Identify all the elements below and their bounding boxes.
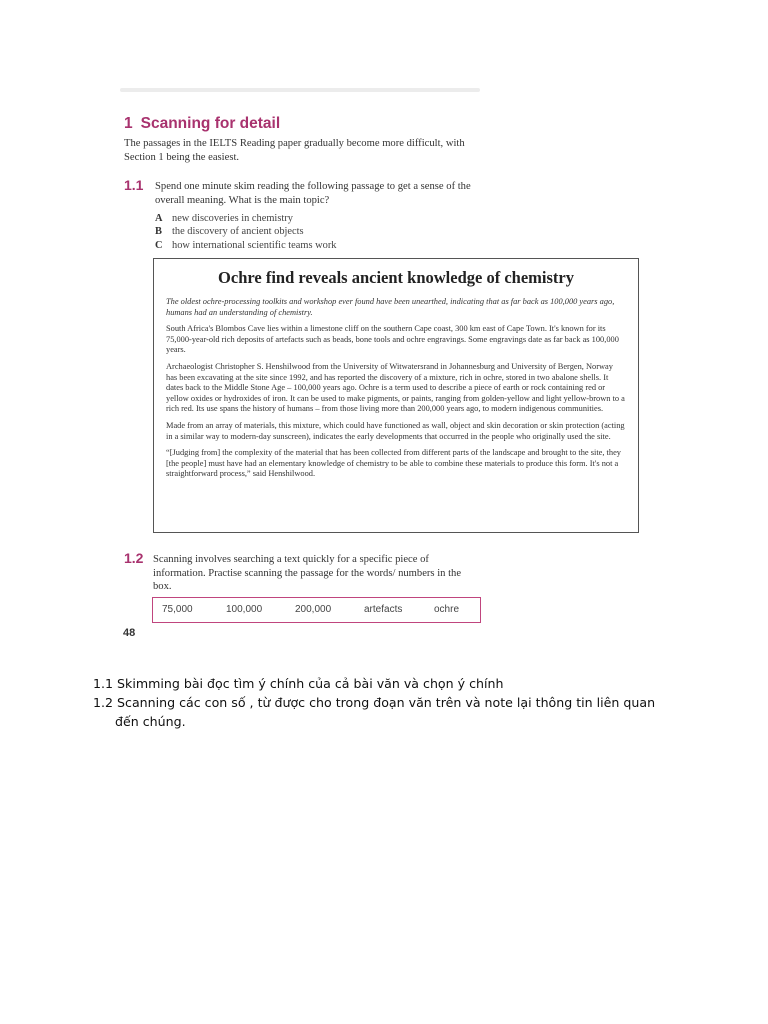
faint-header-line — [120, 88, 480, 92]
exercise-1-1-number: 1.1 — [124, 177, 144, 193]
option-letter: B — [155, 226, 162, 238]
option-text: new discoveries in chemistry — [172, 213, 293, 224]
answer-options — [155, 212, 336, 252]
word-item: ochre — [434, 604, 460, 615]
section-heading — [124, 115, 280, 133]
note-item — [93, 674, 673, 693]
word-item: 75,000 — [162, 604, 193, 615]
note-item — [93, 693, 673, 731]
exercise-1-2-instruction: Scanning involves searching a text quickly for a specific piece of information. Practise scanning the passage for the words/ numbers in the box. — [153, 554, 462, 592]
reading-passage-box — [153, 258, 639, 533]
word-item: 100,000 — [226, 604, 263, 615]
passage-paragraph: “[Judging from] the complexity of the material that has been collected from different parts of the landscape and brought to the site, they [the people] must have had an elementary knowledge of chemistry to be able to combine these materials to produce this form. It's not a straightforward process,” said Henshilwood. — [166, 448, 621, 479]
note-line: 1.2 Scanning các con số , từ được cho trong đoạn văn trên và note lại thông tin liên quan — [93, 695, 656, 710]
note-continuation: đến chúng. — [115, 714, 186, 729]
option-b — [155, 225, 336, 238]
passage-paragraph: Made from an array of materials, this mixture, which could have functioned as wall, object and skin decoration or skin protection (acting in a similar way to modern-day sunscreen), indicates the early developments that occurred in the people who originally used the site. — [166, 420, 625, 441]
option-text: the discovery of ancient objects — [172, 226, 304, 238]
passage-paragraph: Archaeologist Christopher S. Henshilwood from the University of Witwatersrand in Johannesburg and University of Bergen, Norway has been excavating at the site since 1992, and has reported the discovery of a mixture, rich in ochre, stored in two abalone shells. It dates back to the Middle Stone Age – 100,000 years ago. Ochre is a term used to describe a piece of earth or rock containing red or yellow oxides or hydroxides of iron. It can be used to make pigments, or paints, ranging from golden-yellow and light yellow-brown to a rich red. Its use spans the history of humans – from those living more than 200,000 years ago, to modern indigenous communities. — [166, 361, 625, 414]
exercise-1-2-number: 1.2 — [124, 550, 144, 566]
exercise-1-1-instruction: Spend one minute skim reading the following passage to get a sense of the overall meaning. What is the main topic? — [155, 181, 471, 206]
passage-paragraph: South Africa's Blombos Cave lies within a limestone cliff on the southern Cape coast, 300 km east of Cape Town. It's known for its 75,000-year-old rich deposits of artefacts such as beads, bone tools and ochre engravings. Some engravings date as far back as 100,000 years. — [166, 324, 619, 355]
word-box — [152, 597, 481, 623]
option-a — [155, 212, 336, 225]
option-letter: A — [155, 213, 163, 224]
word-item: 200,000 — [295, 604, 332, 615]
option-letter: C — [155, 239, 163, 251]
passage-title: Ochre find reveals ancient knowledge of chemistry — [218, 268, 574, 287]
page-number: 48 — [123, 627, 136, 639]
word-item: artefacts — [364, 604, 403, 615]
note-line: 1.1 Skimming bài đọc tìm ý chính của cả bài văn và chọn ý chính — [93, 676, 504, 691]
section-intro: The passages in the IELTS Reading paper gradually become more difficult, with Section 1 being the easiest. — [124, 138, 465, 163]
passage-lead: The oldest ochre-processing toolkits and workshop ever found have been unearthed, indicating that as far back as 100,000 years ago, humans had an understanding of chemistry. — [166, 297, 615, 317]
vietnamese-notes — [93, 674, 673, 731]
option-text: how international scientific teams work — [172, 239, 337, 251]
section-title: Scanning for detail — [140, 115, 281, 132]
option-c — [155, 239, 336, 252]
section-number: 1 — [124, 115, 133, 132]
